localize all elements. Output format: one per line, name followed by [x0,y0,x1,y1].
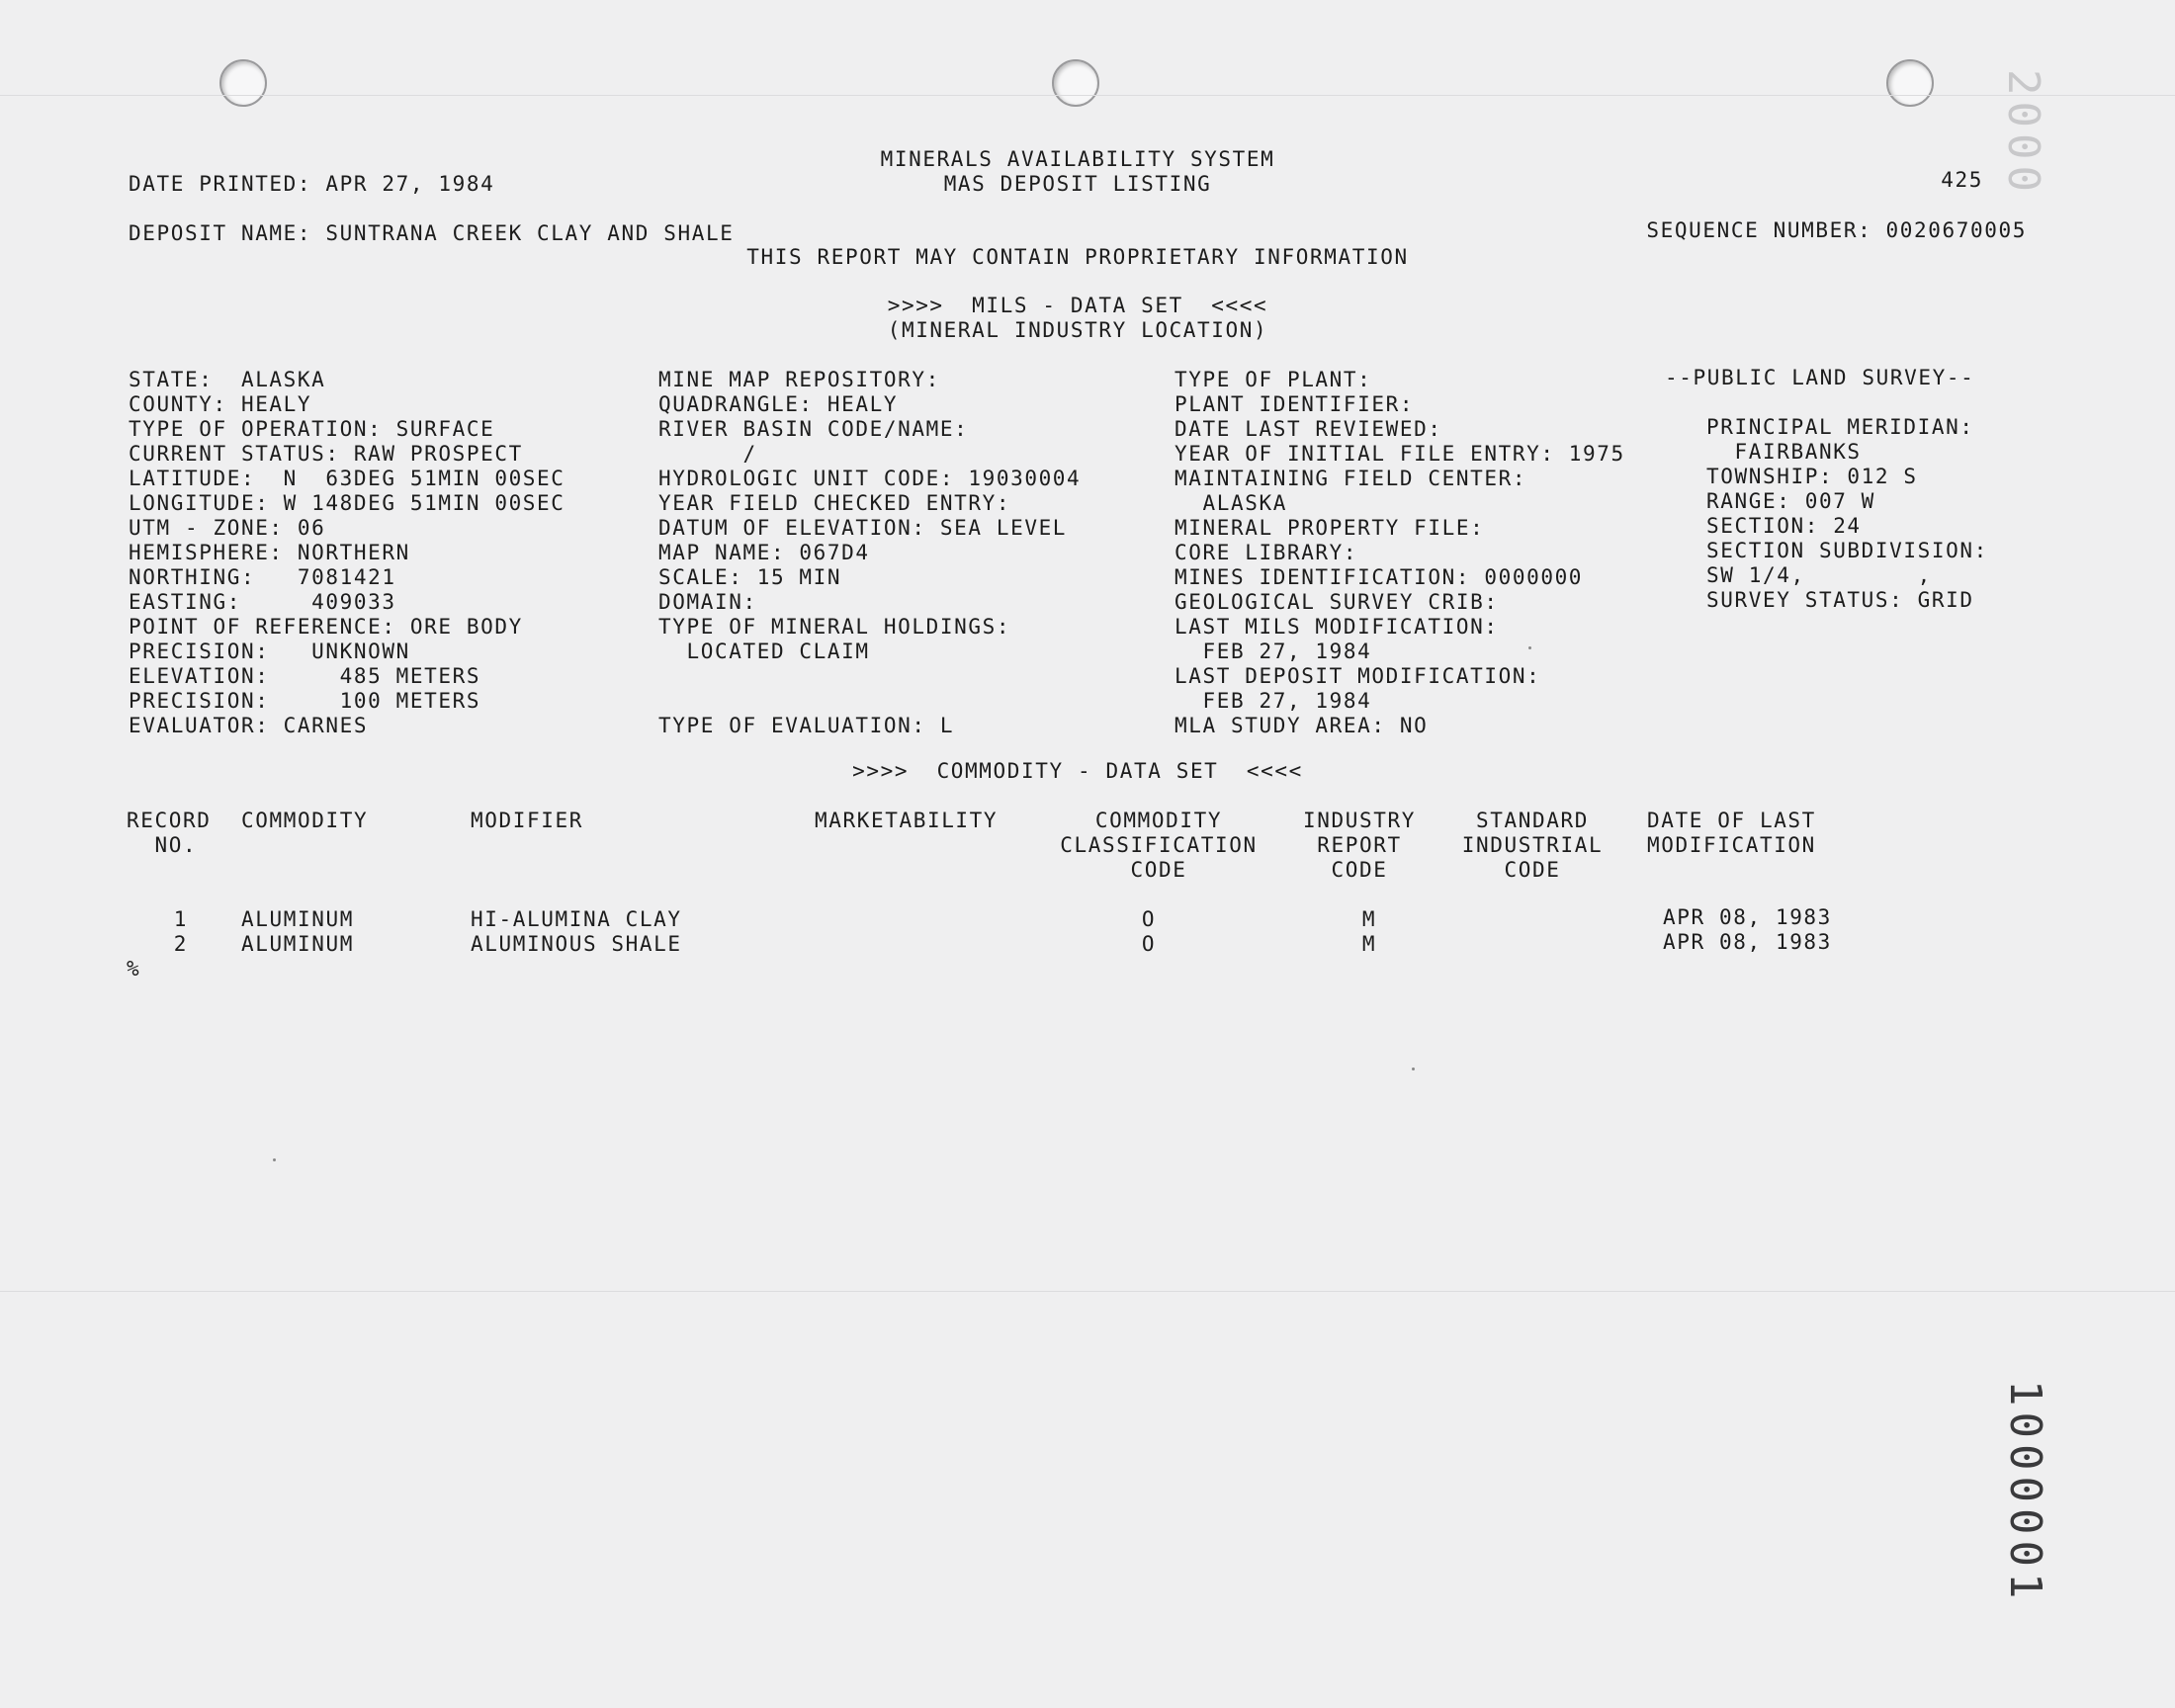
mils-field: MAINTAINING FIELD CENTER: [1174,467,1527,490]
header-standard-industrial-code: STANDARD INDUSTRIAL CODE [1461,809,1604,882]
sequence-number: SEQUENCE NUMBER: 0020670005 [1646,218,2027,242]
classification-code: O [1141,932,1157,956]
mils-field: SECTION SUBDIVISION: [1706,539,1988,562]
modification-date: APR 08, 1983 [1663,905,1832,929]
modifier: HI-ALUMINA CLAY [471,907,682,931]
mils-field: SECTION: 24 [1706,514,1862,538]
mils-field: MAP NAME: 067D4 [658,541,870,564]
punch-hole-left [219,59,267,107]
mils-field: DATUM OF ELEVATION: SEA LEVEL [658,516,1068,540]
mils-field: EASTING: 409033 [129,590,396,614]
fold-line-top [0,95,2175,96]
mils-field: TOWNSHIP: 012 S [1706,465,1918,488]
mils-field: LATITUDE: N 63DEG 51MIN 00SEC [129,467,566,490]
mils-field: EVALUATOR: CARNES [129,714,369,737]
mils-field: FEB 27, 1984 [1174,689,1372,713]
mils-field: FEB 27, 1984 [1174,640,1372,663]
mils-field: UTM - ZONE: 06 [129,516,326,540]
date-printed: DATE PRINTED: APR 27, 1984 [129,172,495,196]
header-modifier: MODIFIER [471,809,583,832]
punch-hole-center [1052,59,1099,107]
mils-field: HYDROLOGIC UNIT CODE: 19030004 [658,467,1082,490]
speck [1528,646,1531,649]
mils-field: CURRENT STATUS: RAW PROSPECT [129,442,523,466]
fold-line-bottom [0,1291,2175,1292]
mils-field: SCALE: 15 MIN [658,565,842,589]
speck [273,1158,276,1161]
system-title: MINERALS AVAILABILITY SYSTEM [880,147,1275,171]
page-number: 425 [1941,168,1983,192]
mils-field: PRECISION: 100 METERS [129,689,481,713]
commodity-name: ALUMINUM [241,907,354,931]
industry-code: M [1361,907,1377,931]
mils-field: SURVEY STATUS: GRID [1706,588,1974,612]
header-industry-report-code: INDUSTRY REPORT CODE [1303,809,1416,882]
mils-field: PLANT IDENTIFIER: [1174,392,1415,416]
mils-section-title: >>>> MILS - DATA SET <<<< [887,294,1268,317]
mils-field: DOMAIN: [658,590,757,614]
mils-field: CORE LIBRARY: [1174,541,1358,564]
modifier: ALUMINOUS SHALE [471,932,682,956]
mils-field: TYPE OF PLANT: [1174,368,1372,391]
mils-section-subtitle: (MINERAL INDUSTRY LOCATION) [887,318,1268,342]
mils-field: HEMISPHERE: NORTHERN [129,541,410,564]
mils-field: LAST MILS MODIFICATION: [1174,615,1499,639]
mils-field: MINE MAP REPOSITORY: [658,368,940,391]
mils-field: MLA STUDY AREA: NO [1174,714,1429,737]
mils-field: PRECISION: UNKNOWN [129,640,410,663]
stamp-number-bottom: 1000001 [2000,1380,2050,1605]
mils-field: POINT OF REFERENCE: ORE BODY [129,615,523,639]
modification-date: APR 08, 1983 [1663,930,1832,954]
mils-field: PRINCIPAL MERIDIAN: [1706,415,1974,439]
punch-hole-right [1886,59,1934,107]
end-marker: % [127,957,141,981]
mils-field: LAST DEPOSIT MODIFICATION: [1174,664,1541,688]
mils-field: STATE: ALASKA [129,368,326,391]
mils-field: DATE LAST REVIEWED: [1174,417,1442,441]
mils-field: MINERAL PROPERTY FILE: [1174,516,1485,540]
mils-field: GEOLOGICAL SURVEY CRIB: [1174,590,1499,614]
mils-field: COUNTY: HEALY [129,392,312,416]
mils-field: MINES IDENTIFICATION: 0000000 [1174,565,1584,589]
mils-field: SW 1/4, , [1706,563,1932,587]
record-no: 1 [173,907,188,931]
mils-field: QUADRANGLE: HEALY [658,392,899,416]
mils-field: RIVER BASIN CODE/NAME: [658,417,969,441]
industry-code: M [1361,932,1377,956]
stamp-number-top: 2000 [1998,69,2048,198]
mils-field: YEAR FIELD CHECKED ENTRY: [658,491,1011,515]
mils-field: TYPE OF OPERATION: SURFACE [129,417,495,441]
mils-field: / [658,442,757,466]
commodity-name: ALUMINUM [241,932,354,956]
mils-field: FAIRBANKS [1706,440,1862,464]
header-commodity: COMMODITY [241,809,369,832]
survey-heading: --PUBLIC LAND SURVEY-- [1665,366,1975,389]
classification-code: O [1141,907,1157,931]
deposit-name: DEPOSIT NAME: SUNTRANA CREEK CLAY AND SHALE [129,221,735,245]
record-no: 2 [173,932,188,956]
mils-field: TYPE OF EVALUATION: L [658,714,955,737]
listing-title: MAS DEPOSIT LISTING [943,172,1212,196]
mils-field: YEAR OF INITIAL FILE ENTRY: 1975 [1174,442,1625,466]
header-classification-code: COMMODITY CLASSIFICATION CODE [1060,809,1258,882]
mils-field: ELEVATION: 485 METERS [129,664,481,688]
mils-field: LONGITUDE: W 148DEG 51MIN 00SEC [129,491,566,515]
header-date-last-modification: DATE OF LAST MODIFICATION [1647,809,1816,857]
mils-field: TYPE OF MINERAL HOLDINGS: [658,615,1011,639]
mils-field: RANGE: 007 W [1706,489,1875,513]
commodity-section-title: >>>> COMMODITY - DATA SET <<<< [852,759,1303,783]
header-marketability: MARKETABILITY [815,809,999,832]
proprietary-notice: THIS REPORT MAY CONTAIN PROPRIETARY INFORMATION [746,245,1409,269]
mils-field: NORTHING: 7081421 [129,565,396,589]
speck [1412,1068,1415,1070]
mils-field: ALASKA [1174,491,1287,515]
mils-field: LOCATED CLAIM [658,640,870,663]
header-record-no: RECORD NO. [127,809,212,857]
